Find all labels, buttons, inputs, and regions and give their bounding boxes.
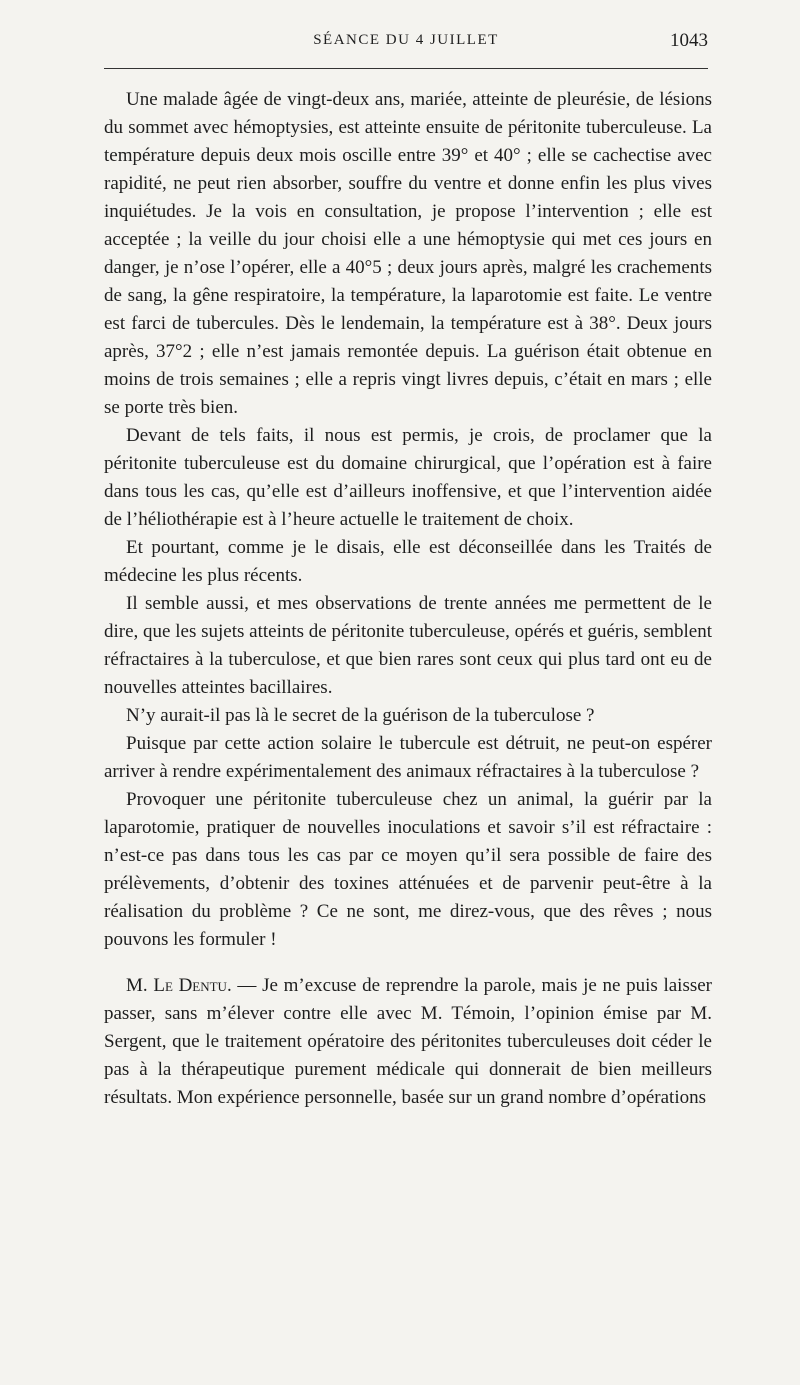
- paragraph-1: Une malade âgée de vingt-deux ans, mariée, atteinte de pleurésie, de lésions du sommet avec hémoptysies, est atteinte ensuite de péritonite tuberculeuse. La température depuis deux mois oscille entre 39° et 40° ; elle se cachectise avec rapidité, ne peut rien absorber, souffre du ventre et donne enfin les plus vives inquiétudes. Je la vois en consultation, je propose l’intervention ; elle est acceptée ; la veille du jour choisi elle a une hémoptysie qui met ces jours en danger, je n’ose l’opérer, elle a 40°5 ; deux jours après, malgré les crachements de sang, la gêne respiratoire, la température, la laparotomie est faite. Le ventre est farci de tubercules. Dès le lendemain, la température est à 38°. Deux jours après, 37°2 ; elle n’est jamais remontée depuis. La guérison était obtenue en moins de trois semaines ; elle a repris vingt livres depuis, c’était en mars ; elle se porte très bien.: [104, 89, 712, 418]
- paragraph-3: Et pourtant, comme je le disais, elle est déconseillée dans les Traités de médecine les plus récents.: [104, 537, 712, 586]
- paragraph-2: Devant de tels faits, il nous est permis, je crois, de proclamer que la péritonite tuberculeuse est du domaine chirurgical, que l’opération est à faire dans tous les cas, qu’elle est d’ailleurs inoffensive, et que l’intervention aidée de l’héliothérapie est à l’heure actuelle le traitement de choix.: [104, 425, 712, 530]
- page-number: 1043: [670, 30, 708, 51]
- page-header: [104, 30, 708, 52]
- paragraph-6: Puisque par cette action solaire le tubercule est détruit, ne peut-on espérer arriver à rendre expérimentalement des animaux réfractaires à la tuberculose ?: [104, 733, 712, 782]
- running-title: SÉANCE DU 4 JUILLET: [313, 32, 499, 48]
- paragraph-4: Il semble aussi, et mes observations de trente années me permettent de le dire, que les sujets atteints de péritonite tuberculeuse, opérés et guéris, semblent réfractaires à la tuberculose, et que bien rares sont ceux qui plus tard ont eu de nouvelles atteintes bacillaires.: [104, 593, 712, 698]
- reply-text: — Je m’excuse de reprendre la parole, mais je ne puis laisser passer, sans m’élever contre elle avec M. Témoin, l’opinion émise par M. Sergent, que le traitement opératoire des péritonites tuberculeuses doit céder le pas à la thérapeutique purement médicale qui donnerait de bien meilleurs résultats. Mon expérience personnelle, basée sur un grand nombre d’opérations: [104, 975, 712, 1108]
- body-text: [104, 86, 712, 1112]
- header-rule: [104, 68, 708, 69]
- paragraph-7: Provoquer une péritonite tuberculeuse chez un animal, la guérir par la laparotomie, pratiquer de nouvelles inoculations et savoir s’il est réfractaire : n’est-ce pas dans tous les cas par ce moyen qu’il sera possible de faire des prélèvements, d’obtenir des toxines atténuées et de parvenir peut-être à la réalisation du problème ? Ce ne sont, me direz-vous, que des rêves ; nous pouvons les formuler !: [104, 789, 712, 950]
- paragraph-5: N’y aurait-il pas là le secret de la guérison de la tuberculose ?: [126, 705, 595, 726]
- section-gap: [104, 954, 712, 972]
- reply-paragraph: [104, 972, 712, 1112]
- speaker-name: M. Le Dentu.: [126, 975, 232, 996]
